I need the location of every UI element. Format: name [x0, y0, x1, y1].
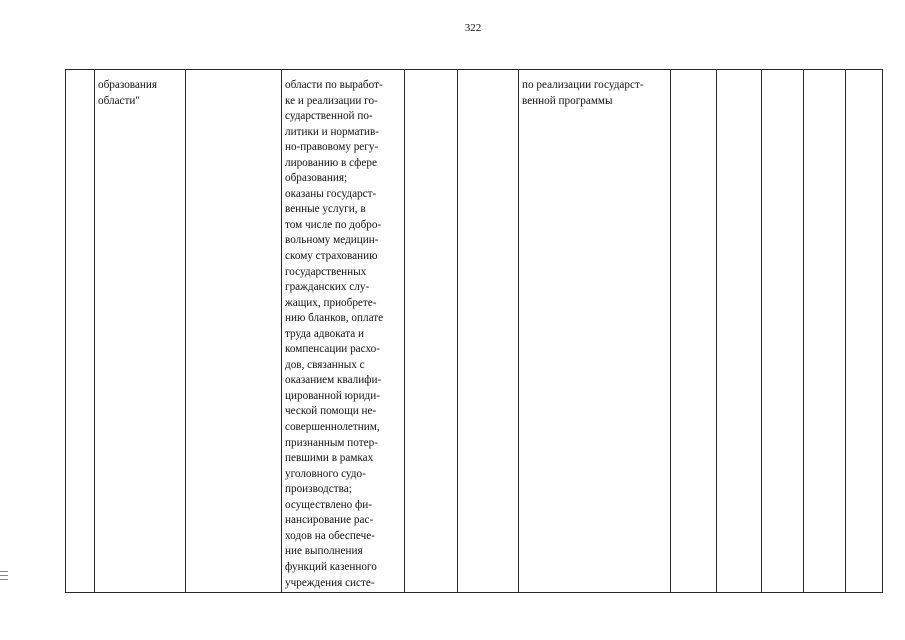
table-cell-value-4: [804, 70, 846, 593]
table-row: [66, 70, 883, 593]
cell-text-name: образования области": [98, 79, 158, 107]
table-cell-name: [95, 70, 186, 593]
table-cell-value-5: [846, 70, 883, 593]
page-number: 322: [464, 22, 482, 34]
margin-mark-icon: [0, 571, 8, 585]
table-cell-end: [458, 70, 519, 593]
table-cell-indicator: [519, 70, 671, 593]
table-cell-executor: [186, 70, 282, 593]
table-cell-number: [66, 70, 95, 593]
cell-text-result: области по выработ- ке и реализации го- сударственной по- литики и норматив- но-правовому регу- лированию в сфере образования; оказаны государст- венные услуги, в том числе по добро- вольному медицин- скому страхованию государственных гражданских слу- жащих, приобрете- нию бланков, оплате труда адвоката и компенсации расхо- дов, связанных с оказанием квалифи- цированной юриди- ческой помощи не- совершеннолетним, признанным потер- певшими в рамках уголовного судо- производства; осуществлено фи- нансирование рас- ходов на обеспече- ние выполнения функций казенного учреждения систе-: [285, 79, 384, 589]
table-cell-value-1: [671, 70, 717, 593]
table-cell-result: [282, 70, 405, 593]
table-cell-value-3: [762, 70, 804, 593]
table-cell-start: [405, 70, 458, 593]
program-table: [65, 69, 883, 593]
cell-text-indicator: по реализации государст- венной программы: [522, 79, 644, 107]
table-cell-value-2: [717, 70, 762, 593]
